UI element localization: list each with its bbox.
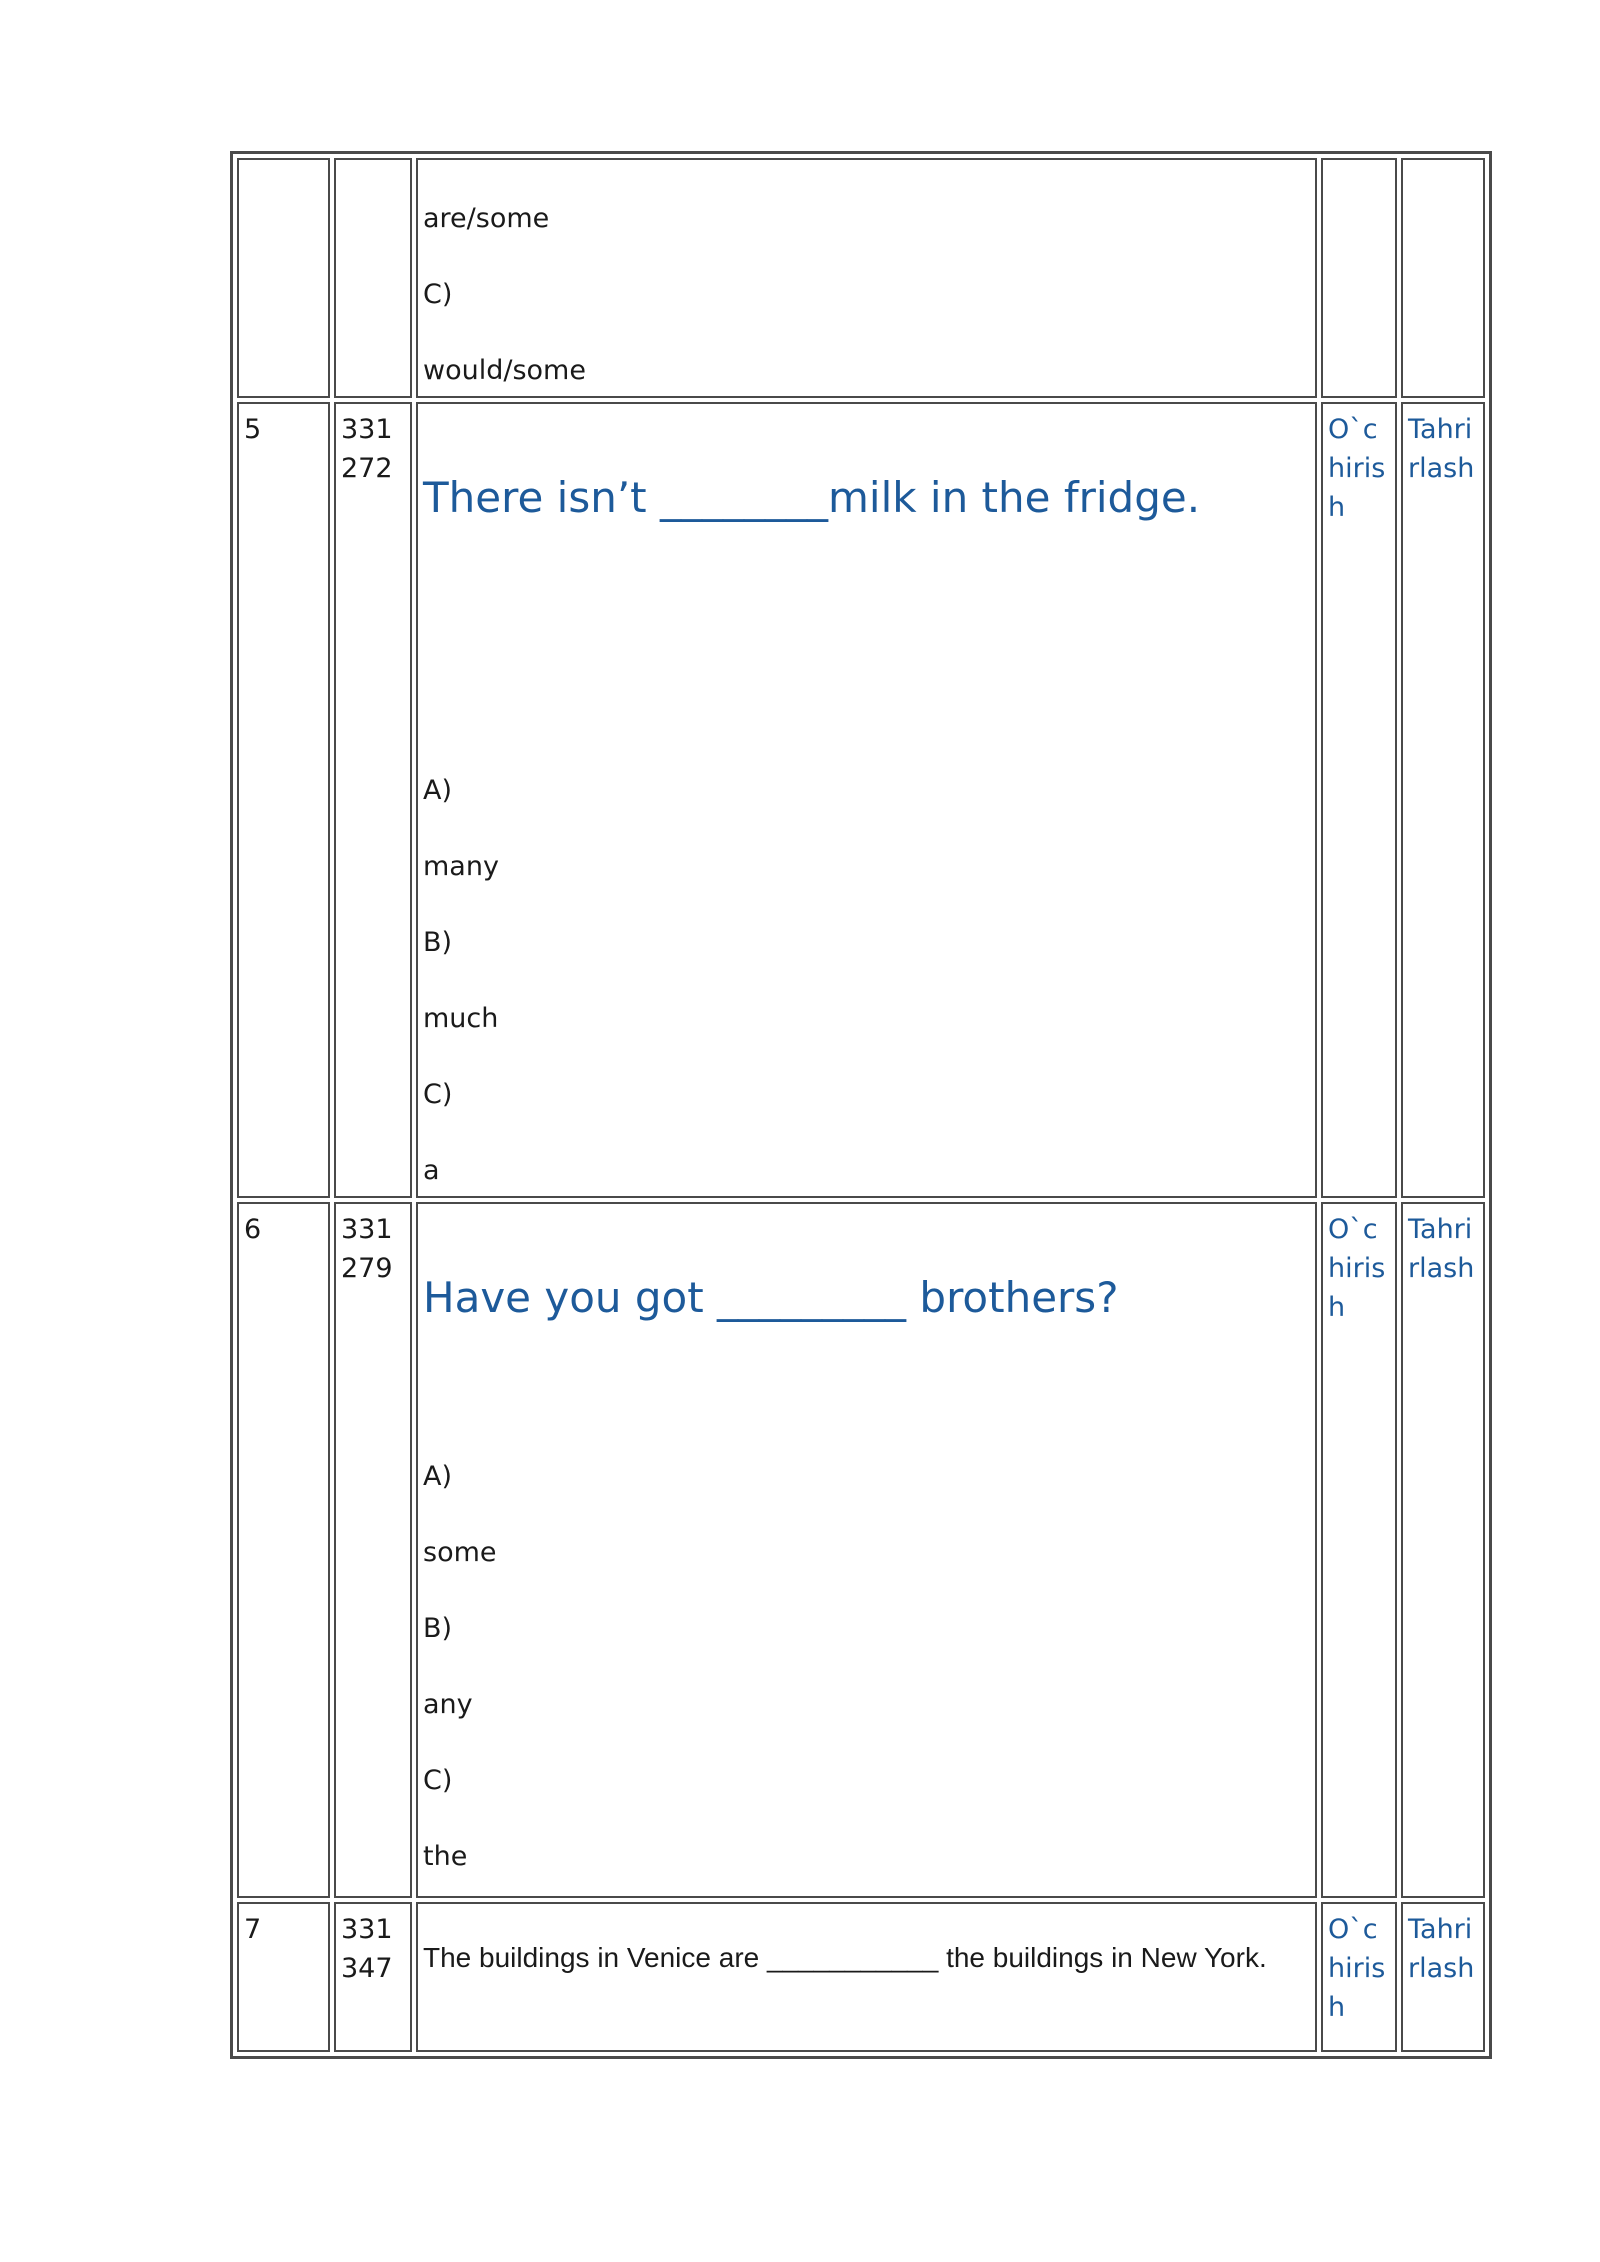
option-text: a bbox=[423, 1155, 440, 1186]
delete-link bbox=[1321, 158, 1397, 398]
option-text: many bbox=[423, 851, 499, 882]
option-text: much bbox=[423, 1003, 499, 1034]
delete-link[interactable]: O`chirish bbox=[1321, 1902, 1397, 2052]
question-cell bbox=[416, 1202, 1317, 1898]
question-cell bbox=[416, 402, 1317, 1198]
option-text: any bbox=[423, 1689, 473, 1720]
question-id bbox=[334, 158, 412, 398]
option-text: would/some bbox=[423, 355, 586, 386]
question-cell bbox=[416, 1902, 1317, 2052]
row-number: 5 bbox=[237, 402, 330, 1198]
option-text: are/some bbox=[423, 203, 550, 234]
option-label: A) bbox=[423, 1461, 453, 1492]
option-label: C) bbox=[423, 279, 453, 310]
option-text: the bbox=[423, 1841, 468, 1872]
question-id: 331 347 bbox=[334, 1902, 412, 2052]
table-row bbox=[237, 158, 1485, 398]
question-text: There isn’t ________milk in the fridge. bbox=[423, 473, 1201, 522]
question-text: Have you got _________ brothers? bbox=[423, 1273, 1119, 1322]
option-label: B) bbox=[423, 927, 453, 958]
edit-link bbox=[1401, 158, 1485, 398]
option-label: A) bbox=[423, 775, 453, 806]
edit-link[interactable]: Tahrirlash bbox=[1401, 1202, 1485, 1898]
edit-link[interactable]: Tahrirlash bbox=[1401, 1902, 1485, 2052]
row-number: 6 bbox=[237, 1202, 330, 1898]
edit-link[interactable]: Tahrirlash bbox=[1401, 402, 1485, 1198]
questions-table bbox=[230, 151, 1492, 2059]
table-row bbox=[237, 1202, 1485, 1898]
delete-link[interactable]: O`chirish bbox=[1321, 402, 1397, 1198]
row-number: 7 bbox=[237, 1902, 330, 2052]
option-text: some bbox=[423, 1537, 497, 1568]
table-row bbox=[237, 402, 1485, 1198]
delete-link[interactable]: O`chirish bbox=[1321, 1202, 1397, 1898]
question-id: 331 272 bbox=[334, 402, 412, 1198]
question-text: The buildings in Venice are ___________ the buildings in New York. bbox=[423, 1942, 1267, 1973]
table-row bbox=[237, 1902, 1485, 2052]
option-label: C) bbox=[423, 1765, 453, 1796]
question-id: 331 279 bbox=[334, 1202, 412, 1898]
option-label: C) bbox=[423, 1079, 453, 1110]
option-label: B) bbox=[423, 1613, 453, 1644]
question-cell bbox=[416, 158, 1317, 398]
row-number bbox=[237, 158, 330, 398]
